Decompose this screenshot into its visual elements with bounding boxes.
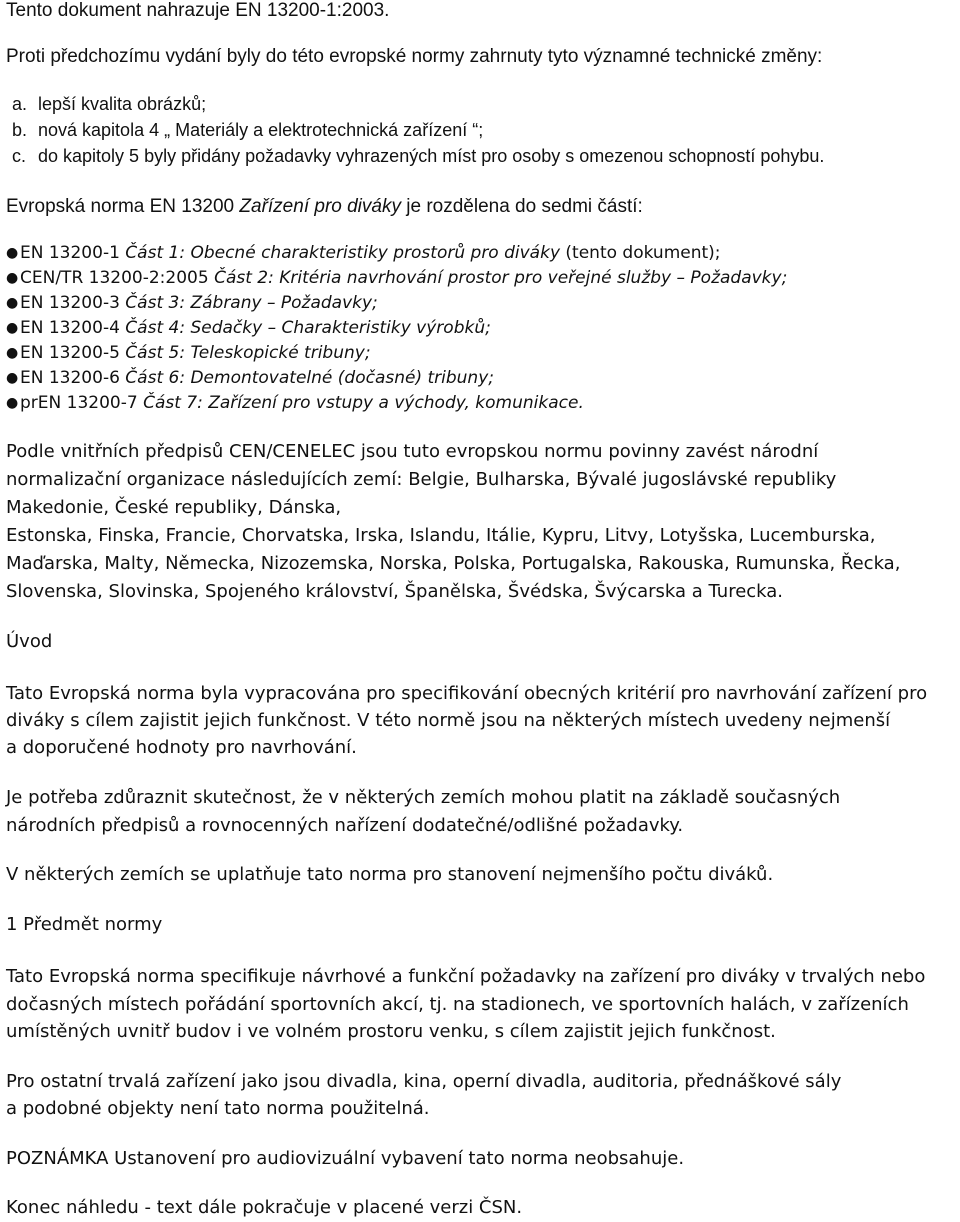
paragraph-line: a doporučené hodnoty pro navrhování. bbox=[6, 737, 357, 758]
list-item: ● CEN/TR 13200-2:2005 Část 2: Kritéria navrhování prostor pro veřejné služby – Požadavky; bbox=[6, 268, 788, 288]
end-note: Konec náhledu - text dále pokračuje v placené verzi ČSN. bbox=[6, 1197, 523, 1218]
paragraph-line: Slovenska, Slovinska, Spojeného království, Španělska, Švédska, Švýcarska a Turecka. bbox=[6, 581, 784, 602]
list-item: ● EN 13200-6 Část 6: Demontovatelné (dočasné) tribuny; bbox=[6, 368, 494, 388]
note: POZNÁMKA Ustanovení pro audiovizuální vybavení tato norma neobsahuje. bbox=[6, 1148, 685, 1169]
paragraph-line: a podobné objekty není tato norma použitelná. bbox=[6, 1098, 430, 1119]
bullet-icon: ● bbox=[6, 345, 19, 361]
changes-intro: Proti předchozímu vydání byly do této evropské normy zahrnuty tyto významné technické změny: bbox=[6, 46, 823, 67]
list-item: ● prEN 13200-7 Část 7: Zařízení pro vstupy a východy, komunikace. bbox=[6, 393, 584, 413]
paragraph-line: Estonska, Finska, Francie, Chorvatska, Irska, Islandu, Itálie, Kypru, Litvy, Lotyšska, Lucemburska, bbox=[6, 525, 876, 546]
paragraph-line: diváky s cílem zajistit jejich funkčnost. V této normě jsou na některých místech uvedeny nejmenší bbox=[6, 710, 891, 731]
bullet-icon: ● bbox=[6, 295, 19, 311]
paragraph-line: Tato Evropská norma byla vypracována pro specifikování obecných kritérií pro navrhování zařízení pro bbox=[6, 683, 928, 704]
list-item: ● EN 13200-1 Část 1: Obecné charakteristiky prostorů pro diváky (tento dokument); bbox=[6, 243, 721, 263]
parts-intro: Evropská norma EN 13200 Zařízení pro diváky je rozdělena do sedmi částí: bbox=[6, 196, 643, 217]
paragraph-line: Je potřeba zdůraznit skutečnost, že v některých zemích mohou platit na základě současných bbox=[6, 787, 841, 808]
list-item: ● EN 13200-3 Část 3: Zábrany – Požadavky; bbox=[6, 293, 378, 313]
list-item: ● EN 13200-5 Část 5: Teleskopické tribuny; bbox=[6, 343, 371, 363]
bullet-icon: ● bbox=[6, 270, 19, 286]
bullet-icon: ● bbox=[6, 395, 19, 411]
paragraph-line: normalizační organizace následujících zemí: Belgie, Bulharska, Bývalé jugoslávské republiky bbox=[6, 469, 837, 490]
paragraph-line: Pro ostatní trvalá zařízení jako jsou divadla, kina, operní divadla, auditoria, přednáškové sály bbox=[6, 1071, 842, 1092]
paragraph-line: Maďarska, Malty, Německa, Nizozemska, Norska, Polska, Portugalska, Rakouska, Rumunska, Řecka, bbox=[6, 553, 901, 574]
paragraph-line: umístěných uvnitř budov i ve volném prostoru venku, s cílem zajistit jejich funkčnost. bbox=[6, 1021, 776, 1042]
paragraph-line: Makedonie, České republiky, Dánska, bbox=[6, 497, 342, 518]
list-item: ● EN 13200-4 Část 4: Sedačky – Charakteristiky výrobků; bbox=[6, 318, 491, 338]
paragraph-line: dočasných místech pořádání sportovních akcí, tj. na stadionech, ve sportovních halách, v zařízeních bbox=[6, 994, 909, 1015]
paragraph-line: Podle vnitřních předpisů CEN/CENELEC jsou tuto evropskou normu povinny zavést národní bbox=[6, 441, 819, 462]
uvod-paragraph-3: V některých zemích se uplatňuje tato norma pro stanovení nejmenšího počtu diváků. bbox=[6, 864, 774, 885]
change-item-c: c. do kapitoly 5 byly přidány požadavky vyhrazených míst pro osoby s omezenou schopností pohybu. bbox=[12, 146, 825, 166]
paragraph-line: Tato Evropská norma specifikuje návrhové a funkční požadavky na zařízení pro diváky v trvalých nebo bbox=[6, 966, 926, 987]
change-item-b: b. nová kapitola 4 „ Materiály a elektrotechnická zařízení “; bbox=[12, 120, 484, 140]
bullet-icon: ● bbox=[6, 370, 19, 386]
uvod-heading: Úvod bbox=[6, 631, 53, 652]
bullet-icon: ● bbox=[6, 320, 19, 336]
bullet-icon: ● bbox=[6, 245, 19, 261]
paragraph-line: národních předpisů a rovnocenných nařízení dodatečné/odlišné požadavky. bbox=[6, 815, 684, 836]
replaces-note: Tento dokument nahrazuje EN 13200-1:2003. bbox=[6, 0, 390, 21]
change-item-a: a. lepší kvalita obrázků; bbox=[12, 94, 207, 114]
scope-heading: 1 Předmět normy bbox=[6, 914, 163, 935]
